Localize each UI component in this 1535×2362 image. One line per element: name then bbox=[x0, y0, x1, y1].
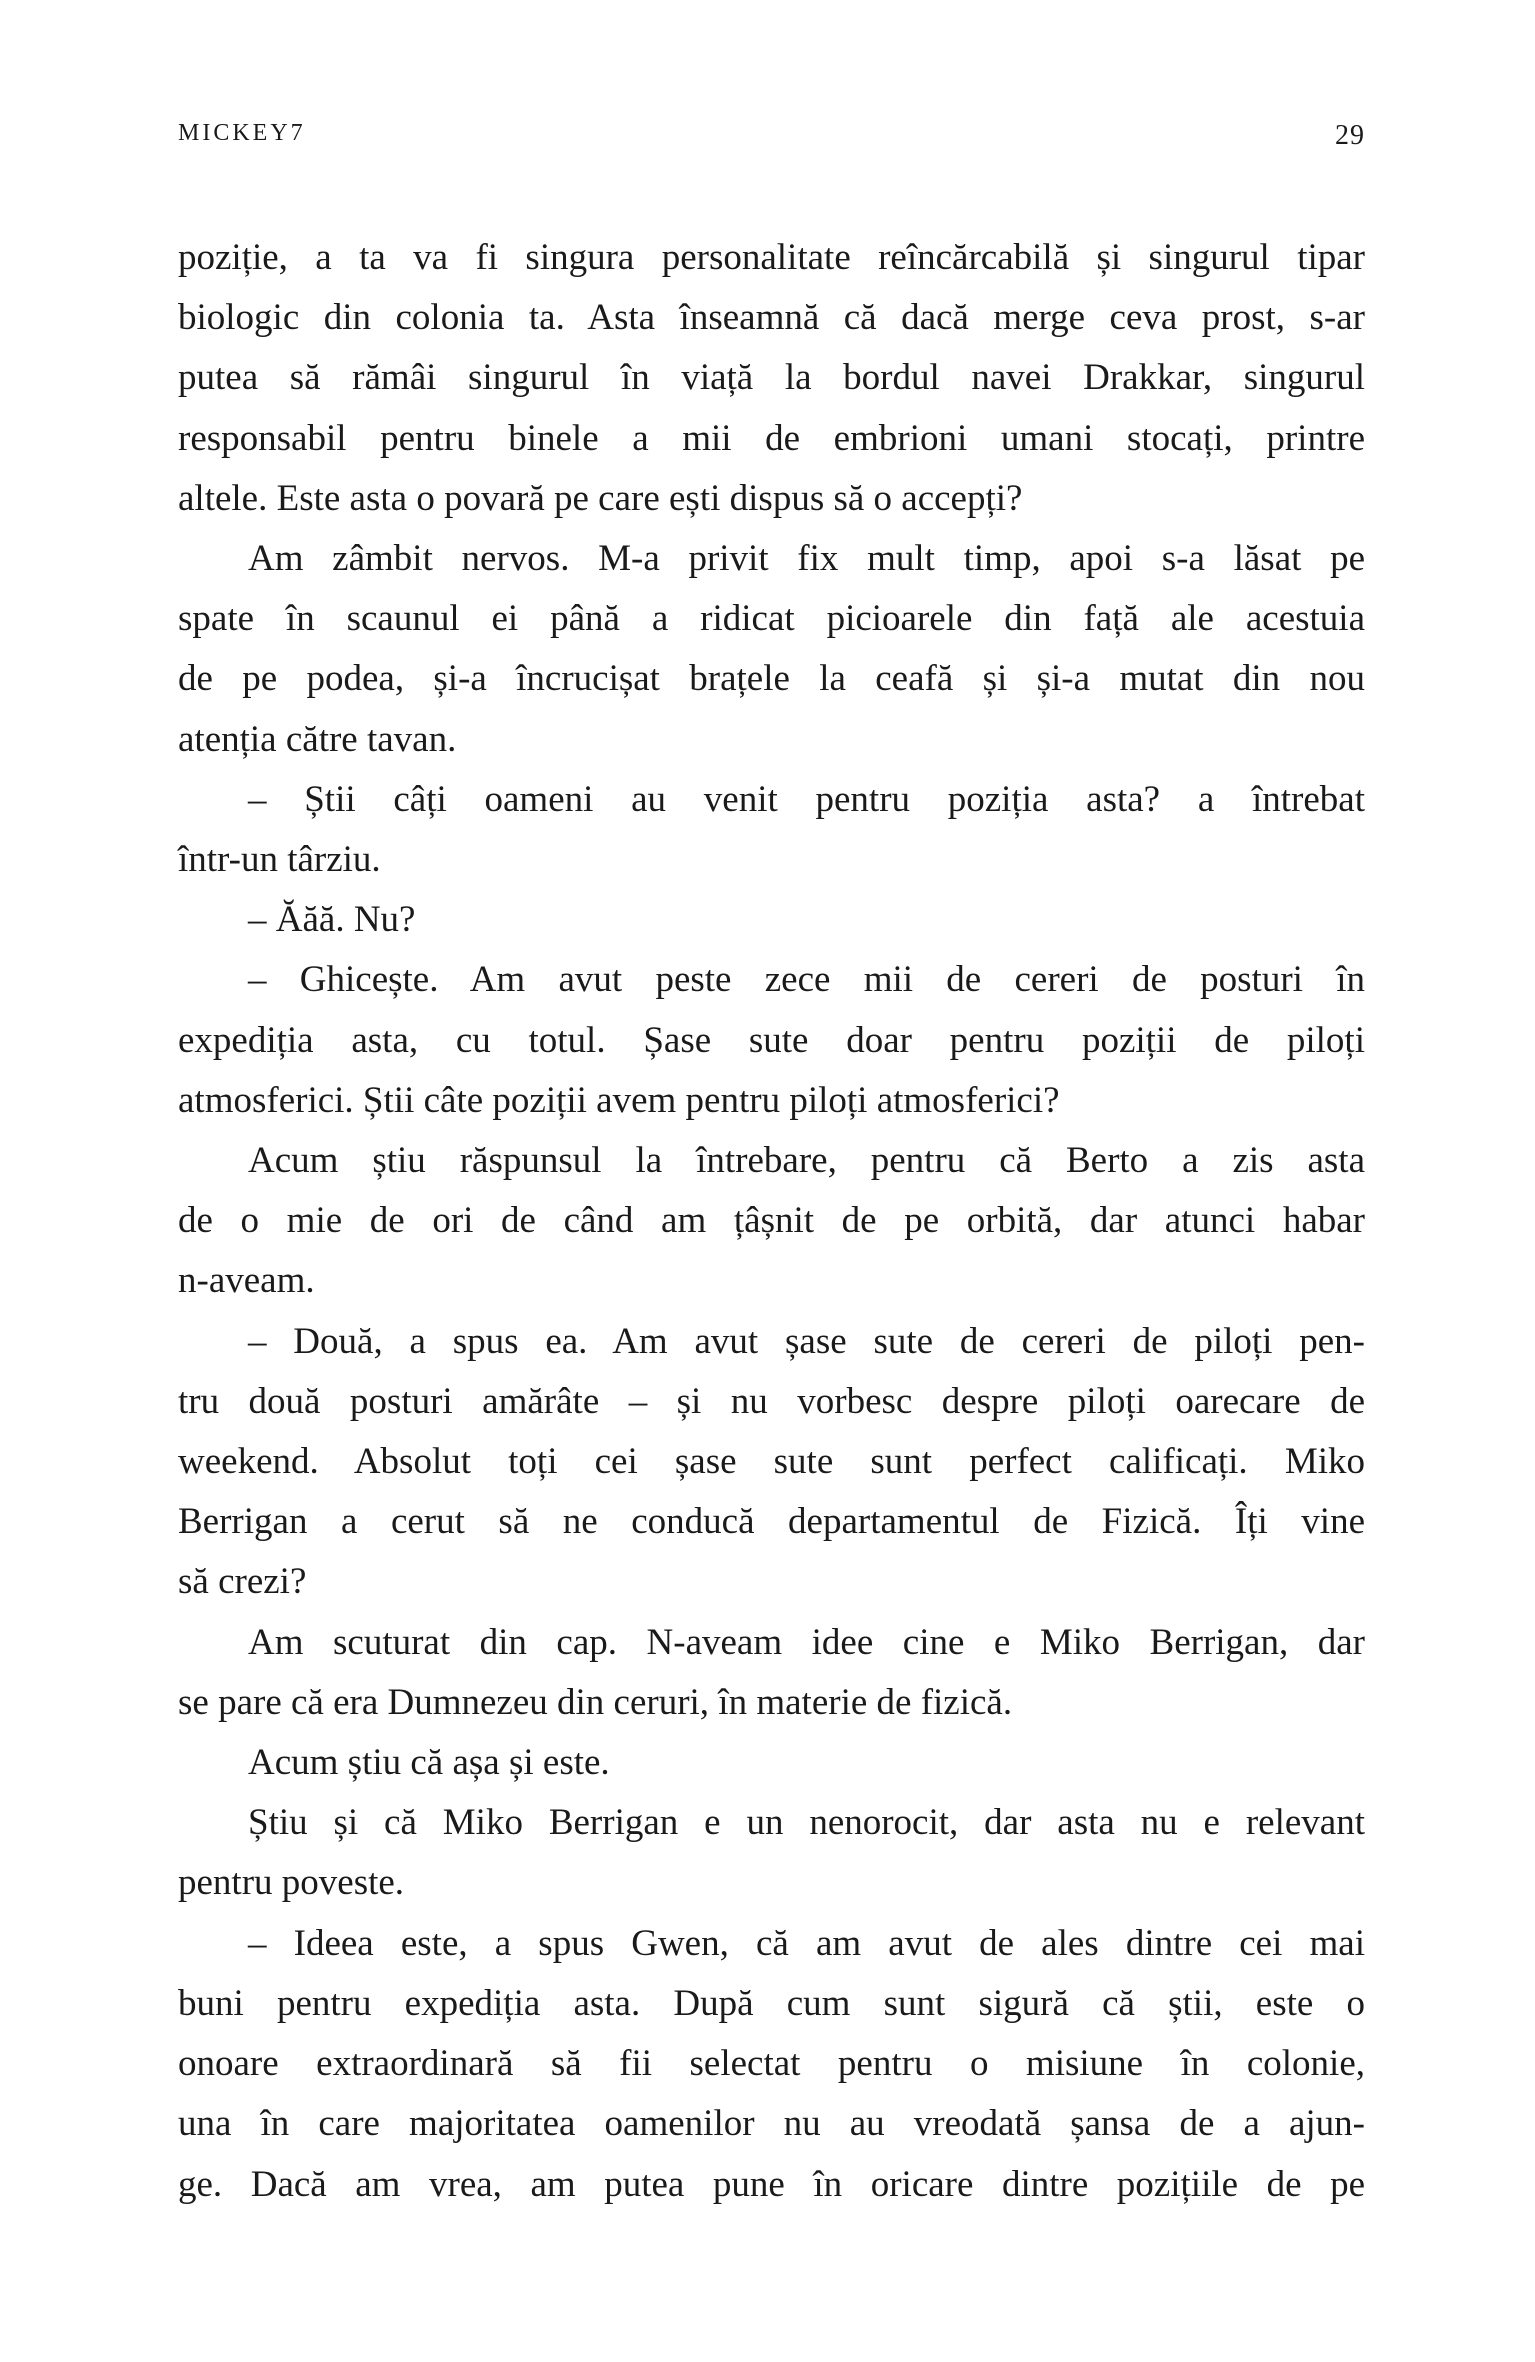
paragraph bbox=[178, 1914, 1365, 2215]
text-line: să crezi? bbox=[178, 1561, 307, 1603]
text-line: biologic din colonia ta. Asta înseamnă că dacă merge ceva prost, s-ar bbox=[178, 297, 1365, 339]
running-title: MICKEY7 bbox=[178, 120, 306, 146]
text-line: responsabil pentru binele a mii de embrioni umani stocați, printre bbox=[178, 417, 1365, 459]
paragraph bbox=[178, 1312, 1365, 1613]
text-line: poziție, a ta va fi singura personalitate reîncărcabilă și singurul tipar bbox=[178, 237, 1365, 278]
paragraph bbox=[178, 1131, 1365, 1312]
text-line: Am zâmbit nervos. M-a privit fix mult timp, apoi s-a lăsat pe bbox=[248, 538, 1365, 580]
text-line: Acum știu răspunsul la întrebare, pentru că Berto a zis asta bbox=[248, 1140, 1365, 1182]
text-line: putea să rămâi singurul în viață la bordul navei Drakkar, singurul bbox=[178, 357, 1365, 399]
page-number: 29 bbox=[1335, 120, 1365, 151]
text-line: – Ghicește. Am avut peste zece mii de cereri de posturi în bbox=[248, 959, 1365, 1001]
paragraph bbox=[178, 228, 1365, 529]
text-line: buni pentru expediția asta. După cum sunt sigură că știi, este o bbox=[178, 1982, 1365, 2024]
text-line: atenția către tavan. bbox=[178, 718, 457, 760]
text-line: altele. Este asta o povară pe care ești dispus să o accepți? bbox=[178, 477, 1023, 519]
paragraph bbox=[178, 529, 1365, 770]
text-line: expediția asta, cu totul. Șase sute doar pentru poziții de piloți bbox=[178, 1019, 1365, 1061]
paragraph bbox=[178, 950, 1365, 1131]
text-line: de o mie de ori de când am țâșnit de pe orbită, dar atunci habar bbox=[178, 1200, 1365, 1242]
text-line: se pare că era Dumnezeu din ceruri, în materie de fizică. bbox=[178, 1681, 1013, 1723]
text-line: onoare extraordinară să fii selectat pentru o misiune în colonie, bbox=[178, 2043, 1365, 2085]
text-line: atmosferici. Știi câte poziții avem pentru piloți atmosferici? bbox=[178, 1079, 1060, 1121]
text-line: ge. Dacă am vrea, am putea pune în oricare dintre pozițiile de pe bbox=[178, 2163, 1365, 2205]
paragraph bbox=[178, 1793, 1365, 1913]
text-line: pentru poveste. bbox=[178, 1862, 405, 1904]
text-line: într-un târziu. bbox=[178, 839, 381, 881]
paragraph bbox=[178, 890, 1365, 950]
text-line: una în care majoritatea oamenilor nu au vreodată șansa de a ajun- bbox=[178, 2103, 1365, 2145]
text-line: Am scuturat din cap. N-aveam idee cine e Miko Berrigan, dar bbox=[248, 1621, 1365, 1663]
text-line: – Ăăă. Nu? bbox=[248, 899, 416, 941]
text-line: – Știi câți oameni au venit pentru poziția asta? a întrebat bbox=[248, 778, 1365, 820]
body-text bbox=[178, 228, 1365, 2215]
text-line: – Ideea este, a spus Gwen, că am avut de ales dintre cei mai bbox=[248, 1922, 1365, 1964]
paragraph bbox=[178, 1613, 1365, 1733]
paragraph bbox=[178, 1733, 1365, 1793]
text-line: weekend. Absolut toți cei șase sute sunt perfect calificați. Miko bbox=[178, 1441, 1365, 1483]
text-line: tru două posturi amărâte – și nu vorbesc despre piloți oarecare de bbox=[178, 1380, 1365, 1422]
text-line: – Două, a spus ea. Am avut șase sute de cereri de piloți pen- bbox=[248, 1320, 1365, 1362]
text-line: n-aveam. bbox=[178, 1260, 315, 1302]
text-line: spate în scaunul ei până a ridicat picioarele din față ale acestuia bbox=[178, 598, 1365, 640]
text-line: Știu și că Miko Berrigan e un nenorocit, dar asta nu e relevant bbox=[248, 1802, 1365, 1844]
running-header bbox=[178, 120, 1365, 156]
text-line: de pe podea, și-a încrucișat brațele la ceafă și și-a mutat din nou bbox=[178, 658, 1365, 700]
text-line: Acum știu că așa și este. bbox=[248, 1742, 610, 1784]
paragraph bbox=[178, 770, 1365, 890]
text-line: Berrigan a cerut să ne conducă departamentul de Fizică. Îți vine bbox=[178, 1501, 1365, 1543]
